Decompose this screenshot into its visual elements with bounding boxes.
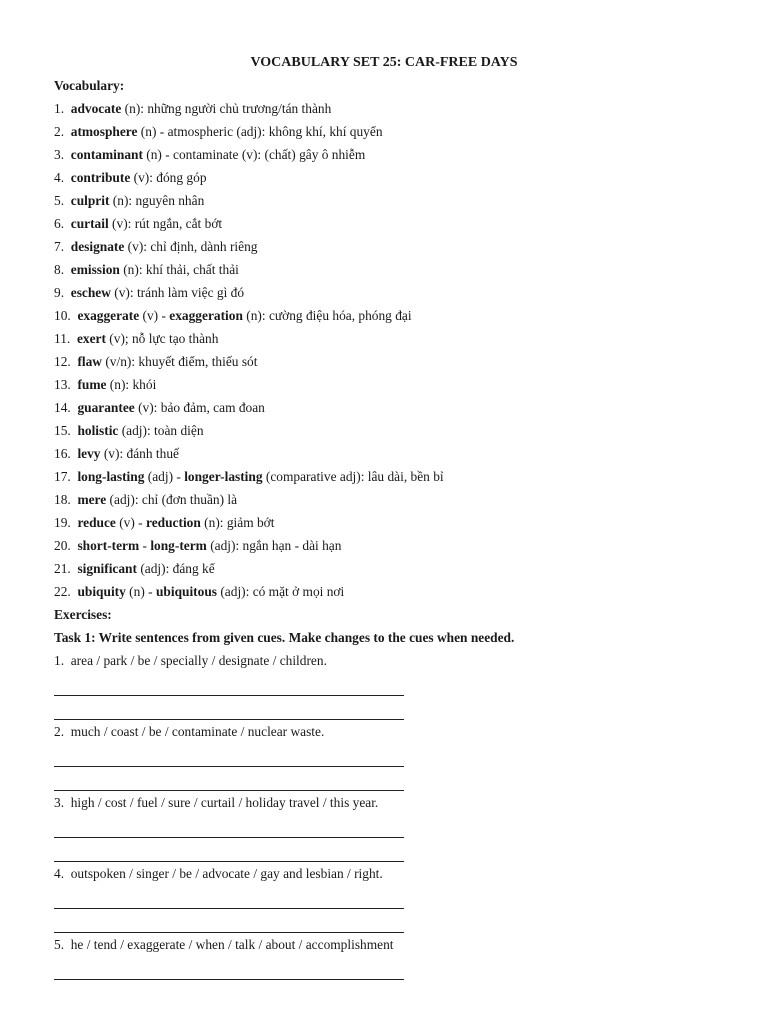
vocabulary-item-number: 10. xyxy=(54,308,78,323)
answer-line[interactable] xyxy=(54,909,404,933)
vocabulary-definition: (v): rút ngắn, cắt bớt xyxy=(108,216,223,231)
vocabulary-item-number: 12. xyxy=(54,354,78,369)
vocabulary-definition: (n): khói xyxy=(106,377,157,392)
exercise-cue: 4. outspoken / singer / be / advocate / gay and lesbian / right. xyxy=(54,866,383,881)
vocabulary-term: longer-lasting xyxy=(184,469,263,484)
document-title: VOCABULARY SET 25: CAR-FREE DAYS xyxy=(250,55,518,70)
vocabulary-term: long-term xyxy=(150,538,207,553)
vocabulary-definition: (v): đánh thuế xyxy=(100,446,179,461)
vocabulary-item xyxy=(54,281,734,304)
vocabulary-item-number: 18. xyxy=(54,492,78,507)
vocabulary-definition: (v): chỉ định, dành riêng xyxy=(124,239,258,254)
document-page xyxy=(54,52,734,980)
vocabulary-term: significant xyxy=(77,561,137,576)
vocabulary-term: curtail xyxy=(70,216,109,231)
vocabulary-definition: (n) - atmospheric (adj): không khí, khí quyển xyxy=(137,124,383,139)
vocabulary-item xyxy=(54,304,734,327)
vocabulary-item-number: 9. xyxy=(54,285,71,300)
vocabulary-item-number: 13. xyxy=(54,377,78,392)
vocabulary-definition: (n): khí thải, chất thải xyxy=(119,262,239,277)
vocabulary-definition: (n): giảm bớt xyxy=(200,515,275,530)
vocabulary-term: contribute xyxy=(70,170,131,185)
answer-line[interactable] xyxy=(54,672,404,696)
vocabulary-item xyxy=(54,350,734,373)
vocabulary-list xyxy=(54,97,734,603)
vocabulary-term: contaminant xyxy=(70,147,143,162)
answer-line[interactable] xyxy=(54,956,404,980)
vocabulary-term: exaggerate xyxy=(77,308,140,323)
vocabulary-term: ubiquitous xyxy=(155,584,217,599)
vocabulary-item xyxy=(54,557,734,580)
vocabulary-item-number: 17. xyxy=(54,469,78,484)
vocabulary-term: emission xyxy=(70,262,120,277)
vocabulary-term: advocate xyxy=(70,101,122,116)
answer-line[interactable] xyxy=(54,767,404,791)
exercises-heading: Exercises: xyxy=(54,607,112,622)
vocabulary-term: long-lasting xyxy=(77,469,145,484)
vocabulary-term: culprit xyxy=(70,193,110,208)
vocabulary-definition: (adj): có mặt ở mọi nơi xyxy=(217,584,345,599)
vocabulary-definition: (v/n): khuyết điểm, thiếu sót xyxy=(101,354,258,369)
vocabulary-item xyxy=(54,534,734,557)
vocabulary-item-number: 20. xyxy=(54,538,78,553)
vocabulary-item-number: 21. xyxy=(54,561,78,576)
answer-line[interactable] xyxy=(54,885,404,909)
vocabulary-term: atmosphere xyxy=(70,124,138,139)
vocabulary-item xyxy=(54,166,734,189)
vocabulary-item xyxy=(54,327,734,350)
vocabulary-item-number: 6. xyxy=(54,216,71,231)
vocabulary-definition: (n) - xyxy=(125,584,156,599)
vocabulary-term: levy xyxy=(77,446,101,461)
vocabulary-heading: Vocabulary: xyxy=(54,78,125,93)
vocabulary-item-number: 4. xyxy=(54,170,71,185)
vocabulary-item-number: 8. xyxy=(54,262,71,277)
exercise-item xyxy=(54,649,734,720)
vocabulary-item xyxy=(54,580,734,603)
vocabulary-item xyxy=(54,511,734,534)
vocabulary-definition: - xyxy=(139,538,151,553)
vocabulary-definition: (adj): toàn diện xyxy=(118,423,204,438)
vocabulary-term: reduce xyxy=(77,515,116,530)
vocabulary-term: mere xyxy=(77,492,107,507)
vocabulary-term: exaggeration xyxy=(169,308,243,323)
vocabulary-term: ubiquity xyxy=(77,584,126,599)
vocabulary-definition: (adj): chỉ (đơn thuần) là xyxy=(106,492,238,507)
vocabulary-definition: (v) - xyxy=(139,308,170,323)
vocabulary-item-number: 5. xyxy=(54,193,71,208)
vocabulary-item xyxy=(54,212,734,235)
exercise-item xyxy=(54,791,734,862)
vocabulary-item xyxy=(54,258,734,281)
vocabulary-definition: (v) - xyxy=(115,515,146,530)
vocabulary-term: guarantee xyxy=(77,400,135,415)
vocabulary-definition: (n) - contaminate (v): (chất) gây ô nhiễm xyxy=(142,147,366,162)
vocabulary-definition: (adj): đáng kể xyxy=(136,561,215,576)
vocabulary-definition: (n): nguyên nhân xyxy=(109,193,205,208)
vocabulary-item-number: 15. xyxy=(54,423,78,438)
vocabulary-term: reduction xyxy=(146,515,201,530)
exercise-item xyxy=(54,933,734,980)
vocabulary-item xyxy=(54,442,734,465)
vocabulary-term: eschew xyxy=(70,285,111,300)
vocabulary-definition: (comparative adj): lâu dài, bền bỉ xyxy=(262,469,444,484)
vocabulary-item-number: 11. xyxy=(54,331,77,346)
vocabulary-term: short-term xyxy=(77,538,140,553)
vocabulary-definition: (n): cường điệu hóa, phóng đại xyxy=(242,308,412,323)
answer-line[interactable] xyxy=(54,743,404,767)
exercise-item xyxy=(54,862,734,933)
vocabulary-item xyxy=(54,465,734,488)
exercise-list xyxy=(54,649,734,980)
vocabulary-definition: (n): những người chủ trương/tán thành xyxy=(121,101,332,116)
task-1-title: Task 1: Write sentences from given cues. Make changes to the cues when needed. xyxy=(54,630,515,645)
vocabulary-definition: (v); nỗ lực tạo thành xyxy=(105,331,219,346)
exercise-cue: 5. he / tend / exaggerate / when / talk / about / accomplishment xyxy=(54,937,394,952)
vocabulary-item-number: 2. xyxy=(54,124,71,139)
vocabulary-term: exert xyxy=(76,331,106,346)
vocabulary-definition: (adj): ngắn hạn - dài hạn xyxy=(206,538,342,553)
vocabulary-term: flaw xyxy=(77,354,102,369)
vocabulary-definition: (adj) - xyxy=(144,469,185,484)
vocabulary-term: designate xyxy=(70,239,125,254)
vocabulary-item-number: 3. xyxy=(54,147,71,162)
vocabulary-item xyxy=(54,97,734,120)
vocabulary-term: holistic xyxy=(77,423,119,438)
vocabulary-item-number: 14. xyxy=(54,400,78,415)
exercise-item xyxy=(54,720,734,791)
exercise-cue: 2. much / coast / be / contaminate / nuclear waste. xyxy=(54,724,325,739)
vocabulary-item-number: 22. xyxy=(54,584,78,599)
vocabulary-item xyxy=(54,120,734,143)
vocabulary-item xyxy=(54,396,734,419)
vocabulary-item xyxy=(54,143,734,166)
answer-line[interactable] xyxy=(54,838,404,862)
vocabulary-term: fume xyxy=(77,377,107,392)
exercise-cue: 1. area / park / be / specially / designate / children. xyxy=(54,653,327,668)
vocabulary-item xyxy=(54,488,734,511)
answer-line[interactable] xyxy=(54,696,404,720)
vocabulary-item-number: 19. xyxy=(54,515,78,530)
exercise-cue: 3. high / cost / fuel / sure / curtail / holiday travel / this year. xyxy=(54,795,379,810)
vocabulary-item xyxy=(54,373,734,396)
vocabulary-item xyxy=(54,235,734,258)
vocabulary-item xyxy=(54,419,734,442)
vocabulary-definition: (v): đóng góp xyxy=(130,170,207,185)
vocabulary-definition: (v): bảo đảm, cam đoan xyxy=(134,400,265,415)
vocabulary-definition: (v): tránh làm việc gì đó xyxy=(110,285,245,300)
vocabulary-item xyxy=(54,189,734,212)
answer-line[interactable] xyxy=(54,814,404,838)
vocabulary-item-number: 7. xyxy=(54,239,71,254)
vocabulary-item-number: 16. xyxy=(54,446,78,461)
vocabulary-item-number: 1. xyxy=(54,101,71,116)
